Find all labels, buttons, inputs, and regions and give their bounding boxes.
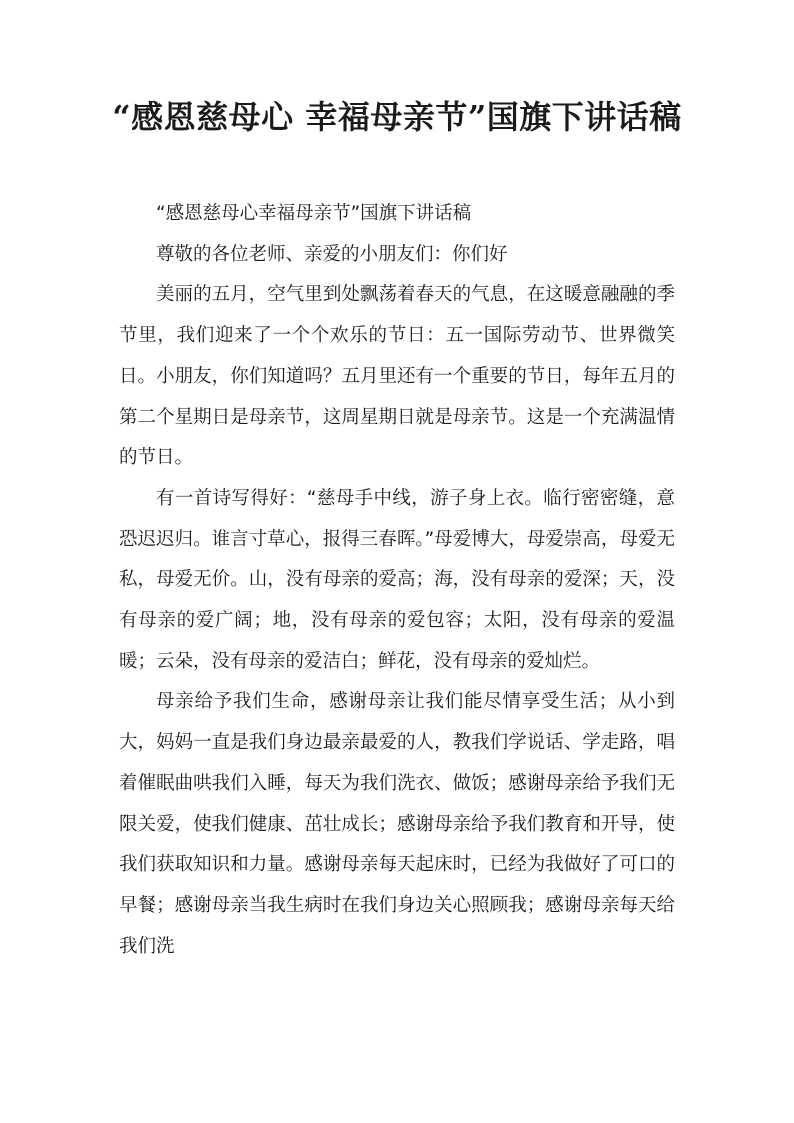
paragraph-gratitude: 母亲给予我们生命，感谢母亲让我们能尽情享受生活；从小到大，妈妈一直是我们身边最亲最爱的人，教我们学说话、学走路，唱着催眠曲哄我们入睡，每天为我们洗衣、做饭；感谢母亲给予我们无限关爱，使我们健康、茁壮成长；感谢母亲给予我们教育和开导，使我们获取知识和力量。感谢母亲每天起床时，已经为我做好了可口的早餐；感谢母亲当我生病时在我们身边关心照顾我；感谢母亲每天给我们洗	[119, 691, 675, 957]
paragraph-subtitle: “感恩慈母心幸福母亲节”国旗下讲话稿	[156, 203, 472, 224]
paragraph-greeting: 尊敬的各位老师、亲爱的小朋友们：你们好	[156, 243, 508, 265]
paragraph-poem: 有一首诗写得好：“慈母手中线，游子身上衣。临行密密缝，意恐迟迟归。谁言寸草心，报得三春晖。”母爱博大，母爱崇高，母爱无私，母爱无价。山，没有母亲的爱高；海，没有母亲的爱深；天，没有母亲的爱广阔；地，没有母亲的爱包容；太阳，没有母亲的爱温暖；云朵，没有母亲的爱洁白；鲜花，没有母亲的爱灿烂。	[119, 487, 675, 672]
paragraph-may: 美丽的五月，空气里到处飘荡着春天的气息，在这暖意融融的季节里，我们迎来了一个个欢乐的节日：五一国际劳动节、世界微笑日。小朋友，你们知道吗？五月里还有一个重要的节日，每年五月的第二个星期日是母亲节，这周星期日就是母亲节。这是一个充满温情的节日。	[119, 284, 675, 469]
document-title: “感恩慈母心 幸福母亲节”国旗下讲话稿	[112, 98, 682, 136]
document-body	[119, 194, 675, 967]
